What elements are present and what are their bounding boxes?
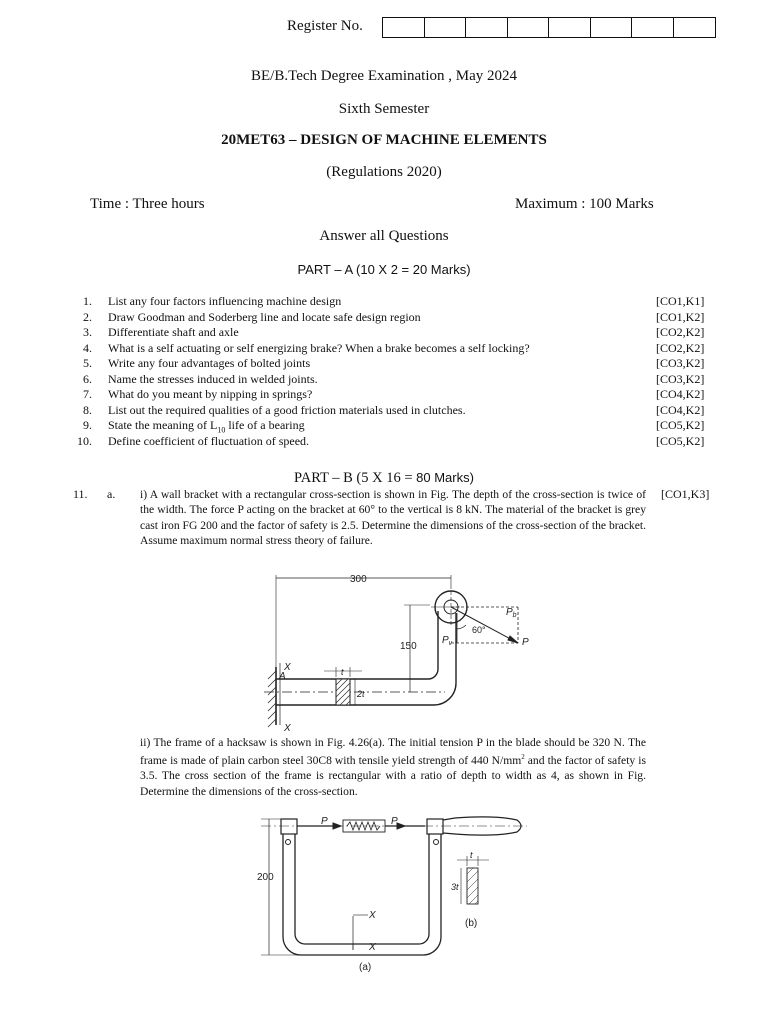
question-row [0,294,768,310]
course-outcome: [CO3,K2] [656,371,705,386]
pb-label-p: P [506,607,513,618]
question-row [0,341,768,357]
angle-arc [457,625,466,629]
regulations: (Regulations 2020) [326,164,442,180]
course-outcome: [CO4,K2] [656,387,705,401]
section-x-label: X [369,910,376,921]
pv-label [442,635,453,647]
wall-hatching [268,671,276,727]
question-row [0,418,768,434]
question-text-part: and the factor of safety is 3.5. The cross section of the frame is rectangular with a ratio of depth to width as 4, as shown in Fig. Determine the dimensions of the cross-section. [140,754,646,798]
question-11a-ii-text [140,735,646,799]
pv-label-sub: v [448,640,453,647]
question-row [0,434,768,450]
p-label-left: P [321,816,328,827]
p-arrow-left [333,823,341,829]
question-row [0,403,768,419]
pb-label [506,607,517,619]
superscript: 2 [521,753,525,762]
dim-2t-label: 2t [357,689,365,699]
question-number: 3. [83,325,92,339]
question-text: List out the required qualities of a good friction materials used in clutches. [108,402,466,417]
question-row [0,325,768,341]
question-number: 9. [83,418,92,432]
section-x-bottom-label: X [369,942,376,953]
dim-150-label: 150 [400,641,417,652]
register-box[interactable] [591,18,633,37]
part-a-title: PART – A (10 X 2 = 20 Marks) [297,262,471,277]
question-text: Name the stresses induced in welded joints. [108,371,318,386]
cross-section-hatching [467,868,478,904]
register-box[interactable] [425,18,467,37]
question-number: 4. [83,340,92,355]
bracket-arm [276,611,456,705]
question-text: Write any four advantages of bolted joints [108,356,311,370]
course-outcome: [CO5,K2] [656,418,705,432]
course-outcome: [CO1,K2] [656,309,705,324]
part-b-title-main: PART – B (5 X 16 = [294,470,417,486]
question-text-part: State the meaning of L [108,418,218,432]
question-number: 1. [83,294,92,308]
question-number: 11. [73,487,88,501]
frame [283,834,441,955]
question-number: 5. [83,356,92,370]
register-box[interactable] [632,18,674,37]
register-box[interactable] [466,18,508,37]
pb-label-sub: b [512,612,517,619]
course-outcome: [CO1,K1] [656,294,705,308]
exam-title: BE/B.Tech Degree Examination , May 2024 [251,68,517,84]
instruction: Answer all Questions [319,228,449,244]
part-b-title-marks: 80 Marks) [416,470,474,485]
angle-label: 60° [472,625,486,635]
course-outcome: [CO2,K2] [656,325,705,339]
question-number: 2. [83,309,92,324]
dim-t-label: t [341,667,344,677]
subscript: 10 [217,425,226,435]
pin-right [434,840,439,845]
course-outcome: [CO1,K3] [661,487,710,501]
question-text: Define coefficient of fluctuation of speed. [108,433,310,448]
force-p-arrow [508,636,518,643]
question-number: 6. [83,371,92,386]
course-outcome: [CO5,K2] [656,433,705,448]
register-label: Register No. [287,18,363,34]
part-b-title [0,470,768,487]
register-box[interactable] [508,18,550,37]
caption-a: (a) [359,962,372,973]
p-label: P [522,637,529,648]
section-x-bottom: X [284,723,291,734]
course-outcome: [CO4,K2] [656,402,705,417]
dim-3t-label: 3t [451,882,459,892]
pin-left [286,840,291,845]
question-row [0,310,768,326]
question-sub-label: a. [107,487,116,501]
point-a-label: A [279,671,286,682]
question-number: 7. [83,387,92,401]
question-text-part: ii) The frame of a hacksaw is shown in Fig. 4.26(a). The initial tension P in the blade should be 320 N. The frame is made of plain carbon steel 30C8 with tensile yield strength of 440 N/mm [140,736,646,768]
max-marks: Maximum : 100 Marks [515,196,654,212]
right-blade-clamp [427,819,443,834]
pv-label-p: P [442,635,449,646]
question-row [0,356,768,372]
wall-bracket-figure [260,567,550,735]
course-outcome: [CO2,K2] [656,340,705,355]
question-text: List any four factors influencing machine design [108,294,342,308]
p-arrow-right [397,823,405,829]
register-box[interactable] [383,18,425,37]
left-blade-clamp [281,819,297,834]
caption-b: (b) [465,918,478,929]
semester: Sixth Semester [338,101,430,117]
section-x-top: X [284,662,291,673]
question-text-part: life of a bearing [225,418,305,432]
question-text: Differentiate shaft and axle [108,325,239,339]
dim-t-label: t [470,850,473,860]
register-number-boxes[interactable] [382,17,716,38]
question-number: 8. [83,402,92,417]
p-label-right: P [391,816,398,827]
course-outcome: [CO3,K2] [656,356,705,370]
question-text: What do you meant by nipping in springs? [108,387,313,401]
question-row [0,387,768,403]
dim-200-label: 200 [257,872,274,883]
dim-300-label: 300 [350,574,367,585]
question-number: 10. [77,433,92,448]
question-text: Draw Goodman and Soderberg line and locate safe design region [108,309,421,324]
register-box[interactable] [549,18,591,37]
register-box[interactable] [674,18,716,37]
question-row [0,372,768,388]
hacksaw-frame-figure [255,812,535,980]
exam-duration: Time : Three hours [90,196,205,212]
frame-cross-section [467,868,478,904]
question-11a-i-text: i) A wall bracket with a rectangular cross-section is shown in Fig. The depth of the cross-section is twice of the width. The force P acting on the bracket at 60° to the vertical is 8 kN. The material of the bracket is grey cast iron FG 200 and the factor of safety is 2.5. Determine the dimensions of the cross-section of the bracket. Assume maximum normal stress theory of failure. [140,488,646,547]
course-title: 20MET63 – DESIGN OF MACHINE ELEMENTS [221,132,547,148]
question-text: What is a self actuating or self energizing brake? When a brake becomes a self locking? [108,340,530,355]
